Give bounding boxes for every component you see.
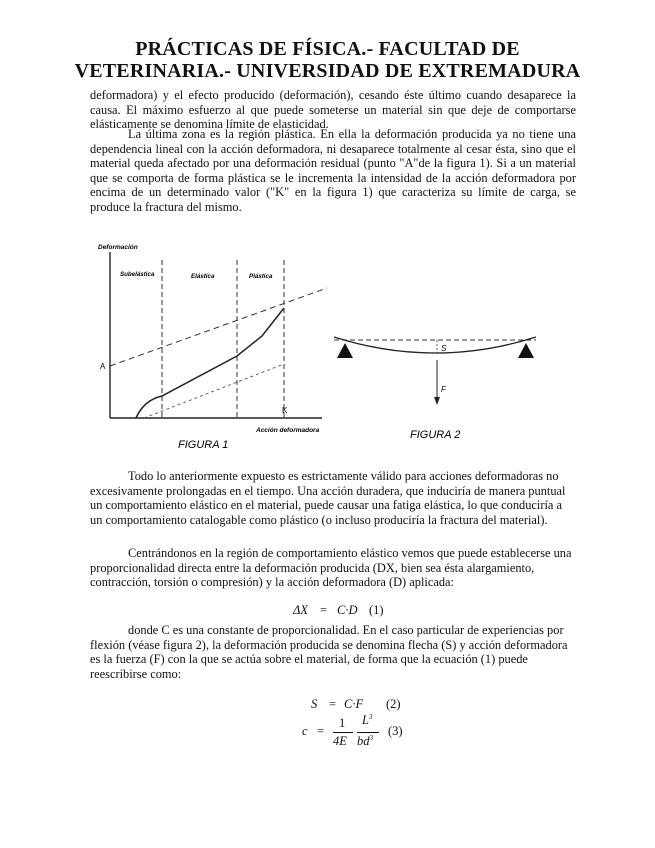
paragraph-proportionality: Centrándonos en la región de comportamiento elástico vemos que puede establecerse una proporcionalidad directa entre la deformación producida (DX, bien sea ésta alargamiento, contracción, torsión o compresión) y la acción deformadora (D) aplicada: bbox=[90, 546, 572, 590]
eq3-lhs: c bbox=[302, 724, 308, 738]
paragraph-elastic-limit: deformadora) y el efecto producido (deformación), cesando éste último cuando desaparece la causa. El máximo esfuerzo al que puede someterse un material sin que deje de comportarse elásticamente se denomina límite de elasticidad. bbox=[90, 88, 576, 132]
figure-1-caption: FIGURA 1 bbox=[178, 439, 229, 451]
eq3-frac2-denominator: $bd^3$ bbox=[357, 734, 373, 749]
header-line-2: VETERINARIA.- UNIVERSIDAD DE EXTREMADURA bbox=[74, 60, 581, 82]
x-axis-label: Acción deformadora bbox=[256, 427, 320, 434]
y-axis-label: Deformación bbox=[98, 244, 138, 251]
left-support bbox=[337, 343, 353, 358]
paragraph-plastic-region: La última zona es la región plástica. En ella la deformación producida ya no tiene una dependencia lineal con la acción deformadora, ni desaparece totalmente al cesar ésta, sino que el material queda afectado por una deformación residual (punto "A"de la figura 1). Si a un material que se comporta de forma plástica se le incrementa la intensidad de la acción deformadora por encima de un determinado valor ("K" en la figura 1) que caracteriza su límite de carga, se produce la fractura del mismo. bbox=[90, 127, 576, 214]
point-k-label: K bbox=[282, 406, 288, 415]
eq1-lhs: ΔX bbox=[293, 603, 308, 617]
eq3-frac2-bar bbox=[357, 732, 379, 733]
force-f-label: F bbox=[441, 385, 446, 394]
force-arrowhead bbox=[434, 397, 440, 405]
paragraph-fatigue: Todo lo anteriormente expuesto es estrictamente válido para acciones deformadoras no excesivamente prolongadas en el tiempo. Una acción duradera, que induciría de manera puntual un comportamiento elástico en el material, puede causar una fatiga elástica, lo que conduciría a un comportamiento catalogable como plástico (o incluso produciría la fractura del material). bbox=[90, 469, 566, 527]
right-support bbox=[518, 343, 534, 358]
bent-beam bbox=[334, 337, 536, 353]
eq3-number: (3) bbox=[388, 724, 403, 738]
figure-2-caption: FIGURA 2 bbox=[410, 429, 461, 441]
dashed-origin-line bbox=[144, 364, 284, 418]
region-label-subelastic: Subelástica bbox=[120, 271, 155, 278]
eq3-equals: = bbox=[317, 724, 325, 738]
deflection-s-label: S bbox=[441, 344, 447, 353]
figure-1-stress-diagram bbox=[92, 238, 332, 453]
eq2-number: (2) bbox=[386, 697, 401, 711]
eq2-rhs: C·F bbox=[344, 697, 364, 711]
region-label-plastic: Plástica bbox=[249, 273, 273, 280]
header-line-1: PRÁCTICAS DE FÍSICA.- FACULTAD DE bbox=[135, 38, 520, 60]
region-label-elastic: Elástica bbox=[191, 273, 215, 280]
paragraph-flexion: donde C es una constante de proporcionalidad. En el caso particular de experiencias por flexión (véase figura 2), la deformación producida se denomina flecha (S) y acción deformadora es la fuerza (F) con la que se actúa sobre el material, de forma que la ecuación (1) puede reescribirse como: bbox=[90, 623, 568, 681]
eq3-frac2-numerator: $L^3$ bbox=[362, 713, 373, 728]
eq2-lhs: S bbox=[311, 697, 318, 711]
eq1-rhs: C·D bbox=[337, 603, 358, 617]
page-header bbox=[40, 38, 615, 82]
eq3-frac1-bar bbox=[333, 732, 353, 733]
eq1-number: (1) bbox=[369, 603, 384, 617]
eq1-equals: = bbox=[320, 603, 328, 617]
stress-strain-curve bbox=[136, 308, 284, 418]
point-a-label: A bbox=[100, 362, 106, 371]
eq3-frac1-numerator: 1 bbox=[339, 716, 346, 730]
eq3-frac1-denominator: 4E bbox=[333, 734, 347, 748]
eq2-equals: = bbox=[329, 697, 337, 711]
dashed-unload-line bbox=[110, 288, 327, 366]
figure-2-beam-diagram bbox=[330, 325, 540, 450]
